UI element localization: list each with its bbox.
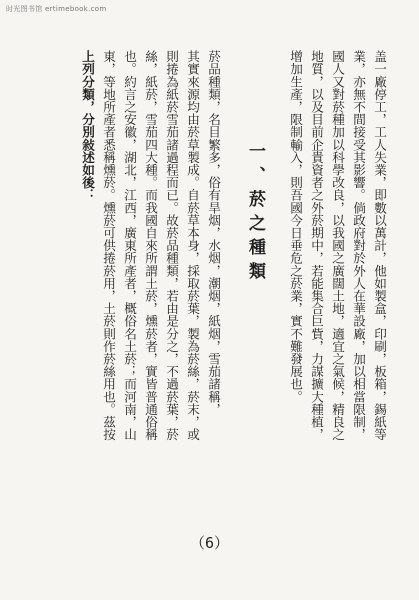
body-text-line: 東，等地所產者悉稱燻菸。燻菸可供捲菸用，土菸則作菸絲用也。茲按 bbox=[101, 50, 116, 441]
body-text-line: 則捲為紙菸雪茄諸過程而已。故菸品種類，若由是分之，不過菸葉，菸 bbox=[164, 50, 179, 441]
watermark-text: 时光图书馆 ertimebook.com bbox=[6, 5, 107, 13]
body-text-line: 增加生產，限制輸入，則吾國今日垂危之菸業，實不難發展也。 bbox=[288, 50, 303, 403]
body-text-line: 盖一廠停工，工人失業，即數以萬計，他如製盒，印刷，板箱，錫紙等 bbox=[372, 50, 387, 441]
body-text-line: 菸品種類，名目繁多，俗有旱烟，水烟，潮烟，紙烟，雪茄諸稱， bbox=[206, 50, 221, 416]
body-text-line: 業，亦無不間接受其影響。倘政府對於外人在華設廠，加以相當限制， bbox=[351, 50, 366, 441]
section-heading: 一、菸之種類 bbox=[245, 142, 265, 286]
body-text-line: 上列分類，分別敍述如後： bbox=[80, 50, 95, 202]
body-text-line: 絲，紙菸，雪茄四大種。而我國自來所謂土菸，燻菸者，實皆普通俗稱 bbox=[143, 50, 158, 441]
page-number: （6） bbox=[189, 534, 230, 552]
body-text-line: 地質，以及目前企貴資者之外菸期中，若能集合巨貲，力謀擴大種植， bbox=[309, 50, 324, 441]
text-block bbox=[40, 50, 387, 510]
body-text-line: 其實來源均由菸草製成。自菸草本身，採取菸葉，製為菸絲，菸末，或 bbox=[185, 50, 200, 441]
body-text-line: 國人又對菸種加以科學改良，以我國之廣闊土地，適宜之氣候，精良之 bbox=[330, 50, 345, 441]
body-text-line: 也。約言之安徽，湖北，江西，廣東所產者，概俗名土菸；而河南，山 bbox=[122, 50, 137, 441]
